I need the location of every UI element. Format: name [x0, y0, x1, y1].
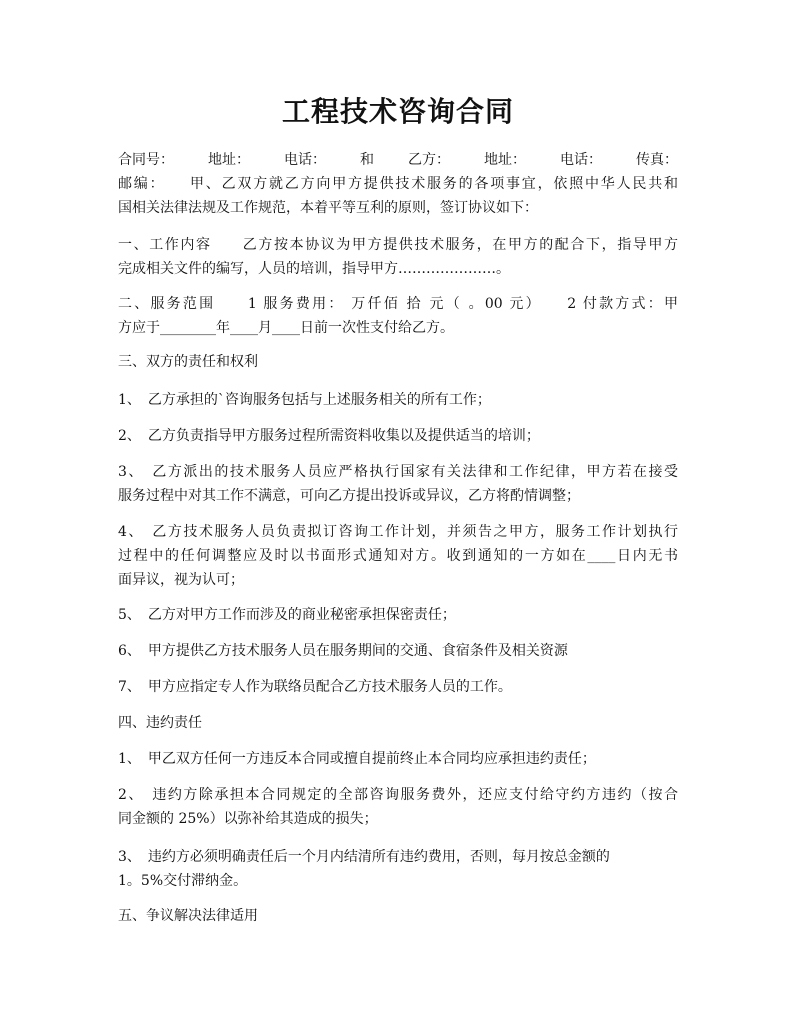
- section-4-heading: 四、违约责任: [118, 715, 202, 731]
- clause-3-7: 7、 甲方应指定专人作为联络员配合乙方技术服务人员的工作。: [118, 679, 512, 695]
- and-connector: 和: [360, 152, 374, 168]
- clause-4-2-line-2: 同金额的 25%）以弥补给其造成的损失；: [118, 811, 378, 827]
- clause-3-6: 6、 甲方提供乙方技术服务人员在服务期间的交通、食宿条件及相关资源: [118, 643, 568, 659]
- section-1-line-1: 一、工作内容 乙方按本协议为甲方提供技术服务，在甲方的配合下，指导甲方: [118, 237, 678, 253]
- fax-label: 传真：: [636, 152, 678, 168]
- header-fields-line: [118, 148, 678, 172]
- contract-number-label: 合同号：: [118, 152, 174, 168]
- clause-4-3-line-2: 1。5%交付滞纳金。: [118, 873, 248, 889]
- party-a-phone-label: 电话：: [284, 152, 326, 168]
- document-title: 工程技术咨询合同: [281, 95, 514, 128]
- party-b-phone-label: 电话：: [560, 152, 602, 168]
- party-b-label: 乙方：: [408, 152, 450, 168]
- clause-3-4-line-1: 4、 乙方技术服务人员负责拟订咨询工作计划，并须告之甲方，服务工作计划执行: [118, 524, 678, 540]
- clause-3-2: 2、 乙方负责指导甲方服务过程所需资料收集以及提供适当的培训；: [118, 428, 540, 444]
- clause-3-3-line-1: 3、 乙方派出的技术服务人员应严格执行国家有关法律和工作纪律，甲方若在接受: [118, 464, 678, 480]
- clause-4-3-line-1: 3、 违约方必须明确责任后一个月内结清所有违约费用，否则，每月按总金额的: [118, 849, 610, 865]
- section-5-heading: 五、争议解决法律适用: [118, 908, 258, 924]
- intro-line-1: 邮编： 甲、乙双方就乙方向甲方提供技术服务的各项事宜，依照中华人民共和: [118, 176, 678, 192]
- section-3-heading: 三、双方的责任和权利: [118, 354, 258, 370]
- clause-3-1: 1、 乙方承担的`咨询服务包括与上述服务相关的所有工作；: [118, 392, 491, 408]
- clause-4-2-line-1: 2、 违约方除承担本合同规定的全部咨询服务费外，还应支付给守约方违约（按合: [118, 787, 678, 803]
- party-a-address-label: 地址：: [208, 152, 250, 168]
- clause-3-3-line-2: 服务过程中对其工作不满意，可向乙方提出投诉或异议，乙方将酌情调整；: [118, 488, 580, 504]
- clause-3-4-line-2: 过程中的任何调整应及时以书面形式通知对方。收到通知的一方如在____日内无书: [118, 548, 678, 564]
- section-2-line-2: 方应于________年____月____日前一次性支付给乙方。: [118, 320, 454, 336]
- party-b-address-label: 地址：: [484, 152, 526, 168]
- clause-3-4-line-3: 面异议，视为认可；: [118, 572, 244, 588]
- section-2-line-1: 二、服务范围 1 服务费用： 万仟佰 拾 元（ 。00 元） 2 付款方式：甲: [118, 296, 678, 312]
- clause-3-5: 5、 乙方对甲方工作而涉及的商业秘密承担保密责任；: [118, 607, 456, 623]
- section-1-line-2: 完成相关文件的编写，人员的培训，指导甲方…………………。: [118, 261, 510, 277]
- intro-line-2: 国相关法律法规及工作规范，本着平等互利的原则，签订协议如下：: [118, 200, 538, 216]
- clause-4-1: 1、 甲乙双方任何一方违反本合同或擅自提前终止本合同均应承担违约责任；: [118, 751, 596, 767]
